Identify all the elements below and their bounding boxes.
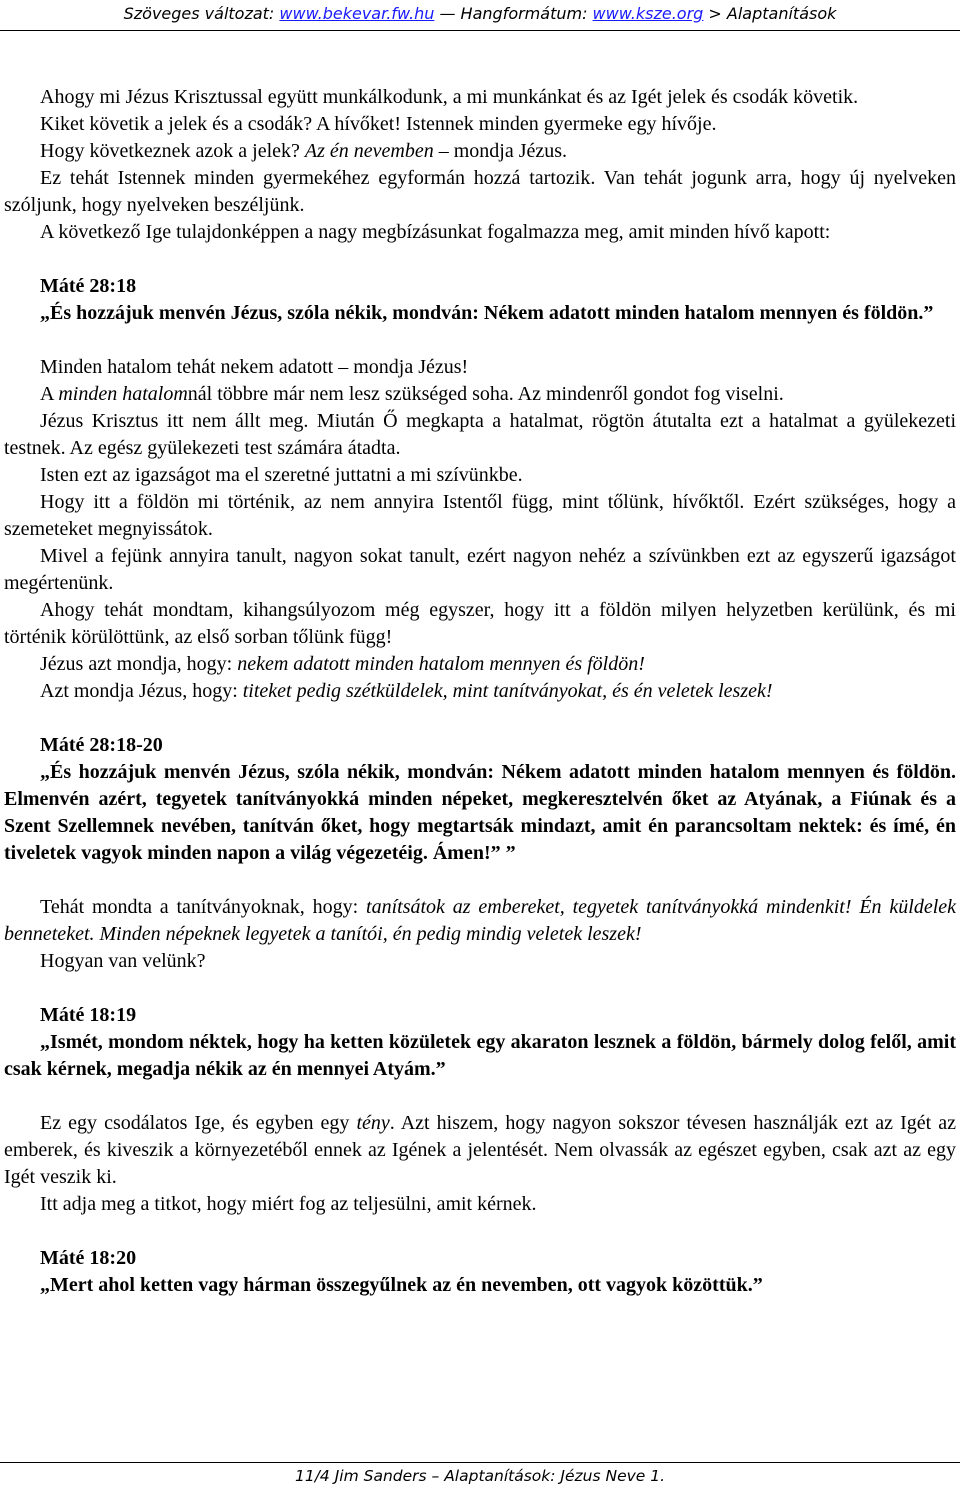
header-suffix: > Alaptanítások [703,4,837,23]
header-middle: — Hangformátum: [434,4,593,23]
scripture-quote: „Ismét, mondom néktek, hogy ha ketten közületek egy akaraton lesznek a földön, bármely dolog felől, amit csak kérnek, megadja nékik az én mennyei Atyám.” [4,1031,956,1080]
paragraph: Mivel a fejünk annyira tanult, nagyon sokat tanult, ezért nagyon nehéz a szívünkben ezt az egyszerű igazságot megértenünk. [4,545,956,594]
scripture-reference: Máté 18:19 [40,1004,137,1026]
paragraph: A minden hatalomnál többre már nem lesz szükséged soha. Az mindenről gondot fog viselni. [40,383,784,405]
paragraph: Isten ezt az igazságot ma el szeretné juttatni a mi szívünkbe. [40,464,523,486]
page-header [0,0,960,31]
paragraph: Hogy következnek azok a jelek? Az én nevemben – mondja Jézus. [40,140,568,162]
paragraph: Hogy itt a földön mi történik, az nem annyira Istentől függ, mint tőlünk, hívőktől. Ezért szükséges, hogy a szemeteket megnyissátok. [4,491,956,540]
scripture-reference: Máté 28:18 [40,275,137,297]
paragraph: Ez tehát Istennek minden gyermekéhez egyformán hozzá tartozik. Van tehát jogunk arra, hogy új nyelveken szóljunk, hogy nyelveken beszéljünk. [4,167,956,216]
scripture-quote: „És hozzájuk menvén Jézus, szóla nékik, mondván: Nékem adatott minden hatalom mennyen és földön. Elmenvén azért, tegyetek tanítványokká minden népeket, megkeresztelvén őket az Atyának, a Fiúnak és a Szent Szellemnek nevében, tanítván őket, hogy megtartsák mindazt, amit én parancsoltam nektek: és ímé, én tiveletek vagyok minden napon a világ végezetéig. Ámen!” ” [4,761,956,864]
scripture-reference: Máté 28:18-20 [40,734,163,756]
paragraph: Hogyan van velünk? [40,950,206,972]
paragraph: Ahogy mi Jézus Krisztussal együtt munkálkodunk, a mi munkánkat és az Igét jelek és csodák követik. [40,86,859,108]
paragraph: Kiket követik a jelek és a csodák? A hívőket! Istennek minden gyermeke egy hívője. [40,113,717,135]
header-prefix: Szöveges változat: [123,4,280,23]
paragraph: A következő Ige tulajdonképpen a nagy megbízásunkat fogalmazza meg, amit minden hívő kapott: [40,221,831,243]
scripture-quote: „És hozzájuk menvén Jézus, szóla nékik, mondván: Nékem adatott minden hatalom mennyen és földön.” [40,302,934,324]
paragraph: Tehát mondta a tanítványoknak, hogy: tanítsátok az embereket, tegyetek tanítványokká mindenkit! Én küldelek benneteket. Minden népeknek legyetek a tanítói, én pedig mindig veletek leszek! [4,896,957,945]
paragraph: Jézus Krisztus itt nem állt meg. Miután Ő megkapta a hatalmat, rögtön átutalta ezt a hatalmat a gyülekezeti testnek. Az egész gyülekezeti test számára átadta. [4,410,956,459]
paragraph: Minden hatalom tehát nekem adatott – mondja Jézus! [40,356,469,378]
paragraph: Ahogy tehát mondtam, kihangsúlyozom még egyszer, hogy itt a földön milyen helyzetben kerülünk, és mi történik körülöttünk, az első sorban tőlünk függ! [4,599,956,648]
footer-text: 11/4 Jim Sanders – Alaptanítások: Jézus Neve 1. [294,1467,666,1485]
paragraph: Ez egy csodálatos Ige, és egyben egy tény. Azt hiszem, hogy nagyon sokszor tévesen használják ezt az Igét az emberek, és kiveszik a környezetéből ennek az Igének a jelentését. Nem olvassák az egészet egyben, csak azt az egy Igét veszik ki. [4,1112,956,1188]
page-footer [0,1462,960,1489]
ksze-link[interactable]: www.ksze.org [592,4,704,23]
paragraph: Jézus azt mondja, hogy: nekem adatott minden hatalom mennyen és földön! [40,653,645,675]
paragraph: Itt adja meg a titkot, hogy miért fog az teljesülni, amit kérnek. [40,1193,537,1215]
scripture-reference: Máté 18:20 [40,1247,137,1269]
document-body [4,84,956,1299]
scripture-quote: „Mert ahol ketten vagy hárman összegyűlnek az én nevemben, ott vagyok közöttük.” [40,1274,763,1296]
bekevar-link[interactable]: www.bekevar.fw.hu [279,4,435,23]
paragraph: Azt mondja Jézus, hogy: titeket pedig szétküldelek, mint tanítványokat, és én veletek leszek! [40,680,773,702]
